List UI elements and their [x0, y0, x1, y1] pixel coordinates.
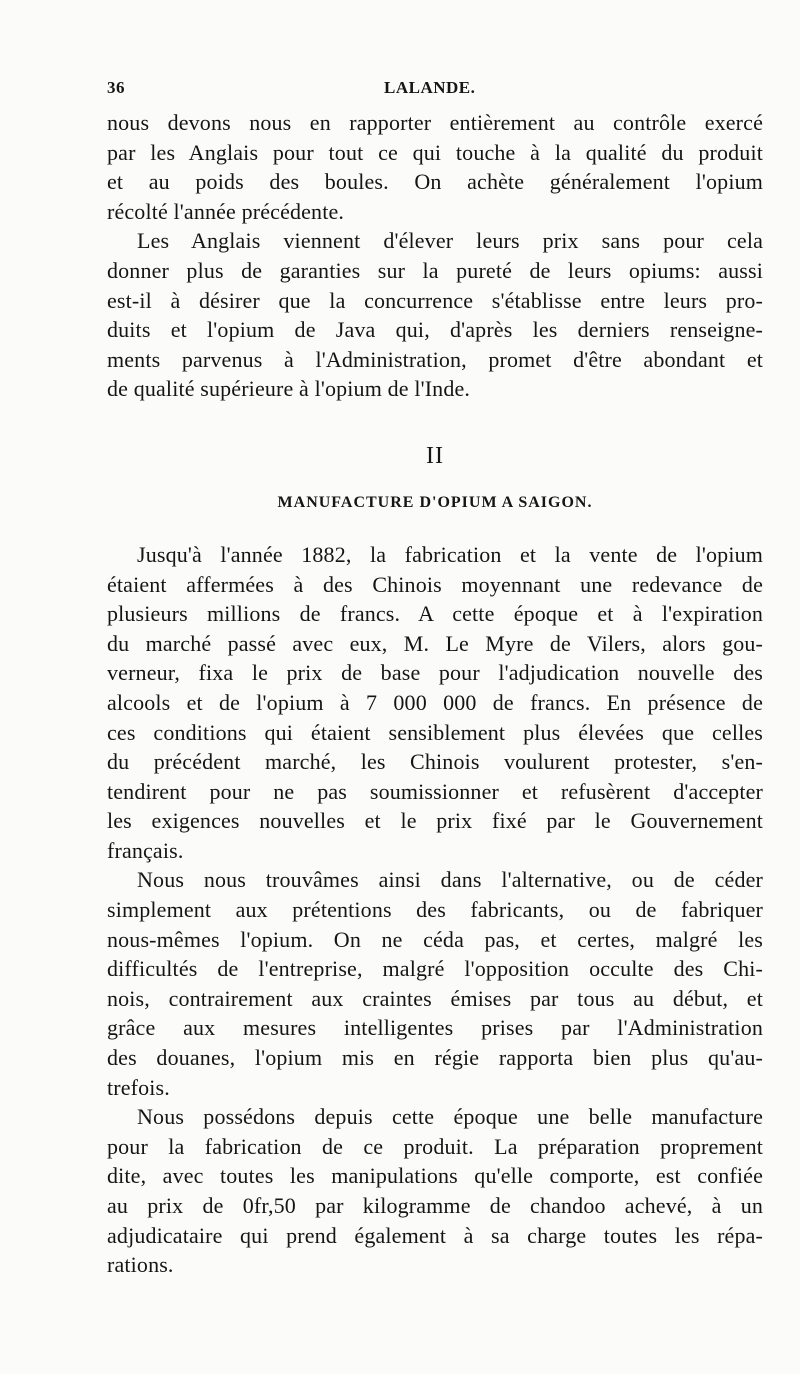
- text-line: est-il à désirer que la concurrence s'établisse entre leurs pro-: [107, 287, 763, 313]
- text-line: pour la fabrication de ce produit. La préparation proprement: [107, 1133, 763, 1159]
- text-line: étaient affermées à des Chinois moyennant une redevance de: [107, 571, 763, 597]
- text-line: nous devons nous en rapporter entièrement au contrôle exercé: [107, 110, 763, 135]
- text-line: plusieurs millions de francs. A cette époque et à l'expiration: [107, 601, 763, 627]
- text-line: dite, avec toutes les manipulations qu'elle comporte, est confiée: [107, 1163, 763, 1189]
- text-line: rations.: [107, 1252, 174, 1278]
- page-number: 36: [107, 78, 125, 97]
- text-line: du précédent marché, les Chinois voulurent protester, s'en-: [107, 749, 763, 775]
- section-title: MANUFACTURE D'OPIUM A SAIGON.: [277, 493, 593, 511]
- text-line: duits et l'opium de Java qui, d'après les derniers renseigne-: [107, 317, 763, 343]
- text-line: par les Anglais pour tout ce qui touche à la qualité du produit: [107, 139, 763, 165]
- paragraph-1: [107, 108, 763, 226]
- text-line: les exigences nouvelles et le prix fixé par le Gouvernement: [107, 808, 763, 834]
- running-head: [107, 78, 763, 108]
- text-line: au prix de 0fr,50 par kilogramme de chandoo achevé, à un: [107, 1193, 763, 1218]
- text-line: Nous possédons depuis cette époque une belle manufacture: [137, 1104, 763, 1130]
- text-line: alcools et de l'opium à 7 000 000 de francs. En présence de: [107, 689, 763, 715]
- text-line: Nous nous trouvâmes ainsi dans l'alternative, ou de céder: [137, 867, 763, 893]
- text-line: du marché passé avec eux, M. Le Myre de Vilers, alors gou-: [107, 630, 763, 656]
- text-line: nois, contrairement aux craintes émises par tous au début, et: [107, 985, 763, 1011]
- text-line: ces conditions qui étaient sensiblement plus élevées que celles: [107, 719, 763, 745]
- text-line: des douanes, l'opium mis en régie rapporta bien plus qu'au-: [107, 1045, 763, 1071]
- text-line: tendirent pour ne pas soumissionner et refusèrent d'accepter: [107, 778, 763, 804]
- text-line: Jusqu'à l'année 1882, la fabrication et la vente de l'opium: [137, 541, 763, 567]
- text-line: et au poids des boules. On achète généralement l'opium: [107, 169, 763, 195]
- text-line: trefois.: [107, 1074, 170, 1100]
- text-line: Les Anglais viennent d'élever leurs prix sans pour cela: [137, 228, 763, 254]
- paragraph-5: [107, 1102, 763, 1280]
- section-number: II: [426, 442, 444, 469]
- text-line: ments parvenus à l'Administration, promet d'être abondant et: [107, 346, 763, 372]
- text-line: récolté l'année précédente.: [107, 198, 345, 224]
- paragraph-4: [107, 865, 763, 1102]
- text-line: grâce aux mesures intelligentes prises par l'Administration: [107, 1015, 763, 1041]
- text-line: français.: [107, 837, 184, 863]
- text-line: difficultés de l'entreprise, malgré l'opposition occulte des Chi-: [107, 956, 763, 982]
- text-line: nous-mêmes l'opium. On ne céda pas, et certes, malgré les: [107, 926, 763, 952]
- text-line: adjudicataire qui prend également à sa charge toutes les répa-: [107, 1222, 763, 1248]
- text-line: verneur, fixa le prix de base pour l'adjudication nouvelle des: [107, 660, 763, 686]
- paragraph-3: [107, 540, 763, 866]
- text-line: simplement aux prétentions des fabricants, ou de fabriquer: [107, 897, 763, 923]
- text-line: donner plus de garanties sur la pureté de leurs opiums: aussi: [107, 257, 763, 283]
- text-line: de qualité supérieure à l'opium de l'Inde.: [107, 376, 471, 402]
- running-title: LALANDE.: [384, 78, 476, 97]
- paragraph-2: [107, 226, 763, 404]
